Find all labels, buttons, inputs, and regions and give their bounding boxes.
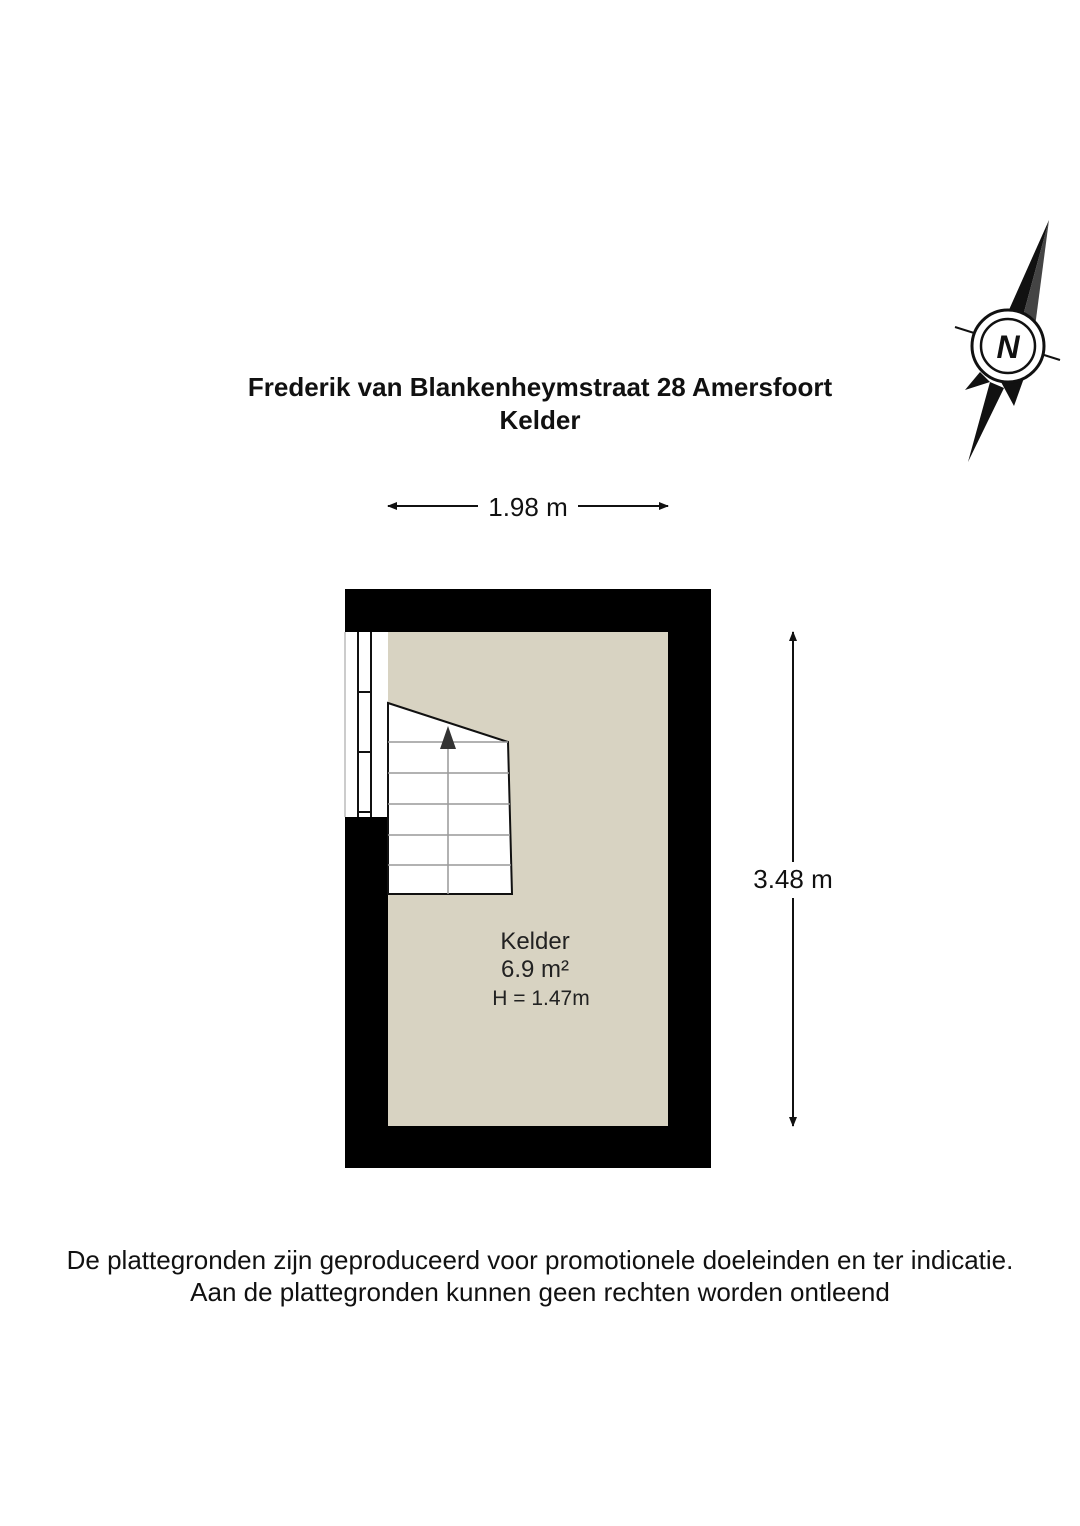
compass-label: N: [996, 329, 1020, 365]
width-dimension: [388, 492, 668, 522]
disclaimer-line-1: De plattegronden zijn geproduceerd voor promotionele doeleinden en ter indicatie.: [66, 1245, 1014, 1275]
width-label: 1.98 m: [488, 492, 568, 522]
height-label: 3.48 m: [753, 864, 833, 894]
room-ceiling-height: H = 1.47m: [492, 987, 590, 1010]
address-title: Frederik van Blankenheymstraat 28 Amersfoort: [247, 372, 833, 402]
room-name: Kelder: [500, 928, 570, 955]
height-dimension: [753, 632, 833, 1126]
room-area: 6.9 m²: [500, 956, 570, 983]
compass-north-icon: [955, 220, 1060, 462]
disclaimer-line-2: Aan de plattegronden kunnen geen rechten worden ontleend: [190, 1277, 890, 1307]
wall-opening: [345, 632, 388, 817]
floor-title: Kelder: [499, 405, 581, 435]
